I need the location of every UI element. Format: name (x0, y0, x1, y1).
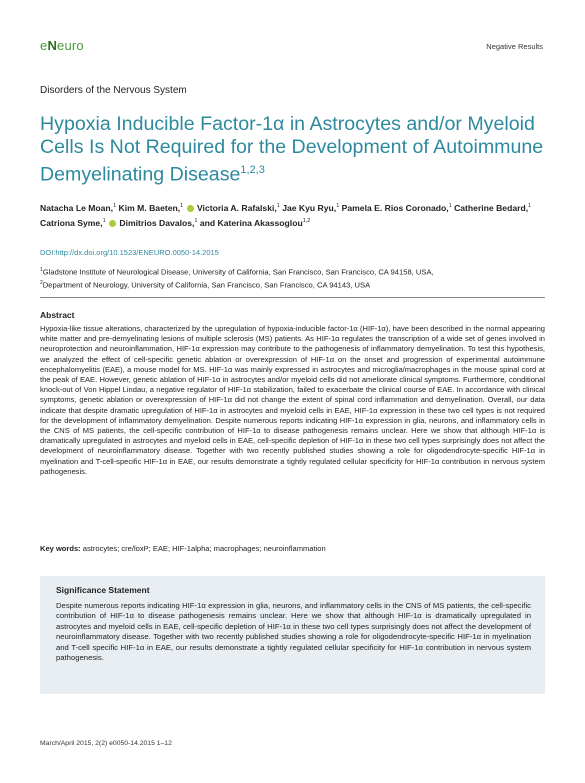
author-name: Victoria A. Rafalski, (196, 202, 277, 213)
affiliations (40, 265, 550, 290)
author-name: Catherine Bedard, (454, 202, 529, 213)
author-affiliation-mark: 1 (276, 203, 280, 209)
abstract-heading: Abstract (40, 310, 75, 320)
affiliation-line (40, 265, 550, 278)
title-footnote-marks: 1,2,3 (240, 164, 265, 176)
affiliation-line (40, 278, 550, 291)
author-name: Pamela E. Rios Coronado, (341, 202, 449, 213)
orcid-icon[interactable] (109, 220, 116, 227)
doi-link[interactable]: DOI:http://dx.doi.org/10.1523/ENEURO.0050-14.2015 (40, 248, 219, 257)
significance-heading: Significance Statement (56, 585, 150, 595)
author (40, 203, 116, 213)
author-name: Kim M. Baeten, (118, 202, 181, 213)
page-footer: March/April 2015, 2(2) e0050-14.2015 1–12 (40, 740, 172, 747)
author-name: Catriona Syme, (40, 217, 103, 228)
author (454, 203, 531, 213)
author-name: Dimitrios Davalos, (119, 217, 195, 228)
author-affiliation-mark: 1 (448, 203, 452, 209)
author-affiliation-mark: 1 (194, 217, 198, 224)
journal-logo: eNeuro (40, 38, 84, 53)
author-name: Natacha Le Moan, (40, 202, 114, 213)
orcid-icon[interactable] (187, 205, 194, 212)
author-affiliation-mark: 1 (180, 203, 184, 209)
author-affiliation-mark: 1 (336, 203, 340, 209)
author (197, 203, 280, 213)
author-affiliation-mark: 1 (102, 217, 106, 224)
affiliation-text: Department of Neurology, University of California, San Francisco, San Francisco, CA 94143, USA (42, 280, 371, 290)
divider (40, 297, 545, 298)
article-type: Negative Results (486, 42, 543, 51)
affiliation-mark: 1 (40, 267, 43, 273)
author (119, 218, 197, 228)
author (282, 203, 339, 213)
author (342, 203, 452, 213)
affiliation-text: Gladstone Institute of Neurological Disease, University of California, San Francisco, San Francisco, CA 94158, USA, (42, 267, 434, 277)
author-list (40, 200, 550, 230)
author (119, 203, 195, 213)
author-affiliation-mark: 1,2 (302, 217, 311, 224)
author-affiliation-mark: 1 (528, 203, 532, 209)
keywords: Key words: astrocytes; cre/loxP; EAE; HIF-1alpha; macrophages; neuroinflammation (40, 544, 326, 553)
significance-text: Despite numerous reports indicating HIF-1α expression in glia, neurons, and inflammatory cells in the CNS of MS patients, the cell-specific contribution of HIF-1α to disease pathogenesis remains unclear. Here we show that although HIF-1α is dramatically upregulated in astrocytes and myeloid cells in EAE, cell-specific depletion of HIF-1α in these two cell types surprisingly does not affect the development of neuroinflammatory disease. Together with two recently published studies showing a role for oligodendrocyte-specific HIF-1α in myelination and T-cell specific HIF-1α in EAE, our results demonstrate a tightly regulated cellular specificity for HIF-1α contribution in nervous system pathogenesis. (56, 601, 531, 663)
affiliation-mark: 2 (40, 279, 43, 286)
author-name: Jae Kyu Ryu, (282, 202, 337, 213)
section-heading: Disorders of the Nervous System (40, 85, 187, 96)
abstract-text: Hypoxia-like tissue alterations, characterized by the upregulation of hypoxia-inducible factor-1α (HIF-1α), have been described in the normal appearing white matter and pre-demyelinating lesions of multiple sclerosis (MS) patients. As HIF-1α regulates the transcription of a wide set of genes involved in neuroprotection and neuroinflammation, HIF-1α expression may contribute to the pathogenesis of inflammatory demyelination. To test this hypothesis, we analyzed the effect of cell-specific genetic ablation or overexpression of HIF-1α on the onset and progression of experimental autoimmune encephalomyelitis (EAE), a mouse model for MS. HIF-1α was mainly expressed in astrocytes and microglia/macrophages in the mouse spinal cord at the peak of EAE. However, genetic ablation of HIF-1α in astrocytes and/or myeloid cells did not ameliorate clinical symptoms. Furthermore, conditional knock-out of Von Hippel Lindau, a negative regulator of HIF-1α stabilization, failed to exacerbate the clinical course of EAE. In accordance with clinical symptoms, genetic ablation or overexpression of HIF-1α did not change the extent of spinal cord inflammation and demyelination. Overall, our data indicate that despite dramatic upregulation of HIF-1α in astrocytes and myeloid cells in EAE, HIF-1α expression in these two cell types is not required for the development of inflammatory demyelination. Despite numerous reports indicating HIF-1α expression in glia, neurons, and inflammatory cells in the CNS of MS patients, the cell-specific contribution of HIF-1α to disease pathogenesis remains unclear. Here we show that although HIF-1α is dramatically upregulated in astrocytes and myeloid cells in EAE, cell-specific depletion of HIF-1α in these two cell types surprisingly does not affect the development of neuroinflammatory disease. Together with two recently published studies showing a role for oligodendrocyte-specific HIF-1α in myelination and T-cell-specific HIF-1α in EAE, our results demonstrate a tightly regulated cellular specificity for HIF-1α contribution in nervous system pathogenesis. (40, 324, 545, 476)
author (40, 218, 117, 228)
author-name: and Katerina Akassoglou (199, 217, 303, 228)
author (200, 218, 311, 228)
paper-title: Hypoxia Inducible Factor-1α in Astrocytes and/or Myeloid Cells Is Not Required for the Development of Autoimmune Demyelinating Disease$^{1,2,3}$ (40, 113, 544, 186)
author-affiliation-mark: 1 (113, 203, 117, 209)
